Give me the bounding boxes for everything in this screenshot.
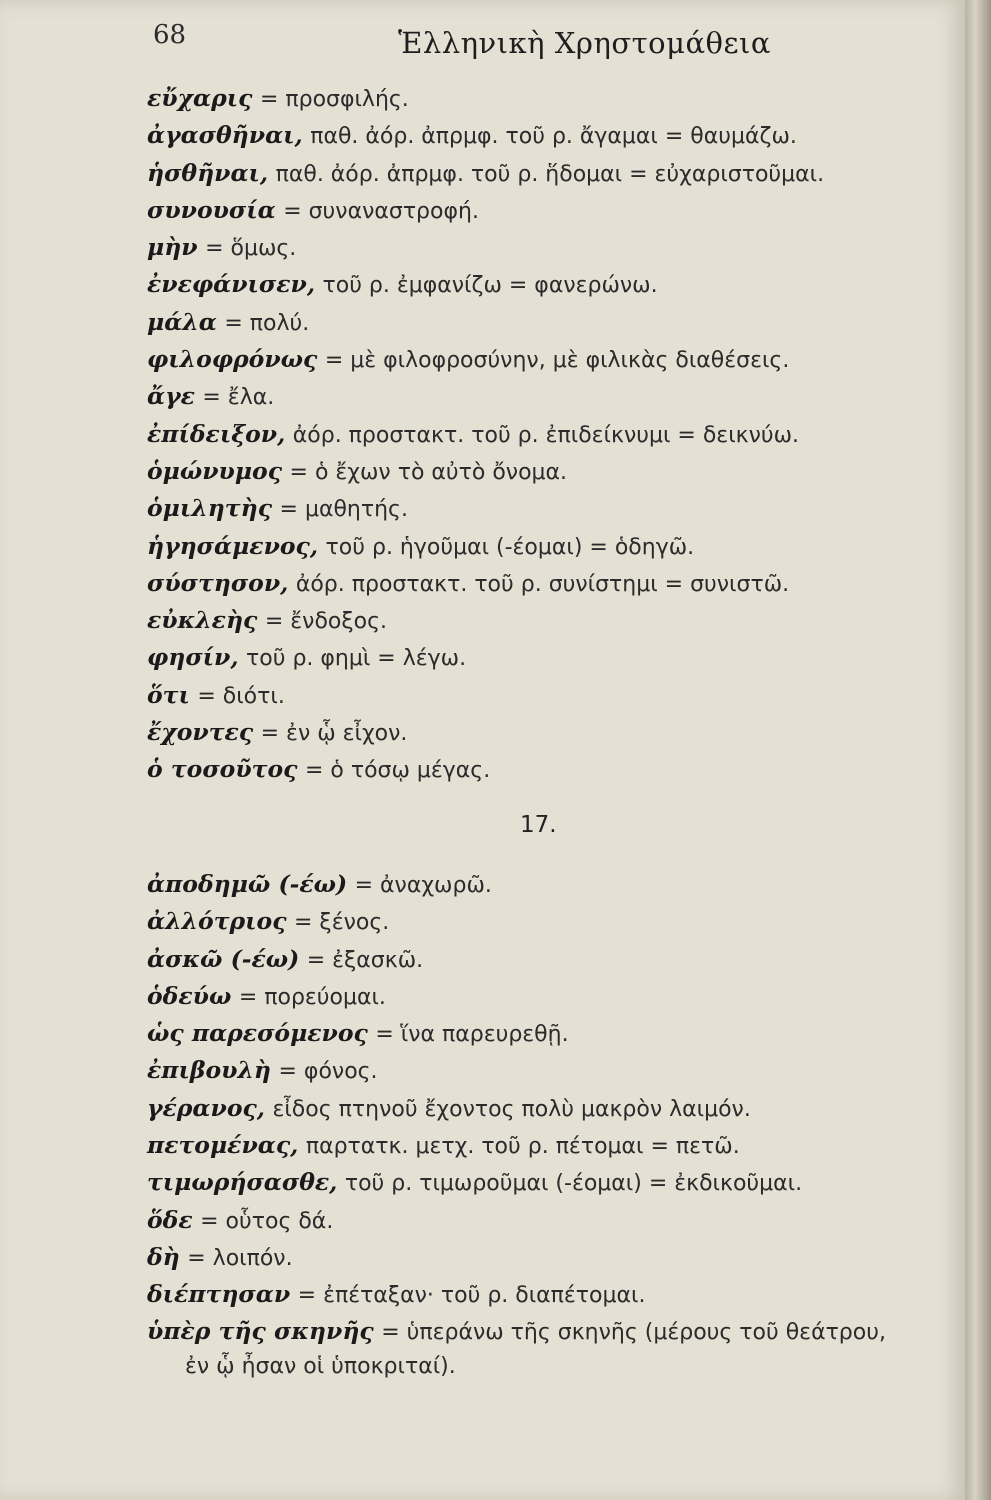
entry-definition: παρτατκ. μετχ. τοῦ ρ. πέτομαι = πετῶ.: [305, 1134, 740, 1160]
entry-definition: = ὁ τόσῳ μέγας.: [304, 758, 491, 784]
entry-definition: παθ. ἀόρ. ἀπρμφ. τοῦ ρ. ἥδομαι = εὐχαριστοῦμαι.: [275, 161, 825, 187]
entry-definition: = μὲ φιλοφροσύνην, μὲ φιλικὰς διαθέσεις.: [324, 348, 790, 374]
entry-definition: = ὅμως.: [205, 236, 297, 262]
entry-term: ἀγασθῆναι,: [147, 121, 303, 150]
entry-definition-continuation: ἐν ᾧ ἦσαν οἱ ὑποκριταί).: [185, 1353, 456, 1379]
entry-term: ὁδεύω: [147, 981, 232, 1010]
book-gutter: [965, 0, 991, 1500]
entry-term: φιλοφρόνως: [147, 345, 318, 374]
entry-term: ἐνεφάνισεν,: [147, 270, 315, 299]
glossary-entry: [147, 1052, 965, 1089]
entry-definition: = ἔνδοξος.: [264, 609, 388, 635]
glossary-entry: [147, 941, 965, 978]
entry-definition: = φόνος.: [278, 1059, 378, 1085]
entry-term: ὅτι: [147, 680, 190, 709]
entry-definition: παθ. ἀόρ. ἀπρμφ. τοῦ ρ. ἄγαμαι = θαυμάζω.: [310, 124, 797, 150]
glossary-list-1: [147, 80, 965, 789]
glossary-entry: [147, 1164, 965, 1201]
glossary-entry: [147, 978, 965, 1015]
entry-term: φησίν,: [147, 643, 239, 672]
glossary-entry: [147, 1090, 965, 1127]
entry-definition: = ἵνα παρευρεθῇ.: [375, 1022, 569, 1048]
glossary-entry: [147, 602, 965, 639]
glossary-entry: [147, 80, 965, 117]
glossary-entry: [147, 751, 965, 788]
entry-term: γέρανος,: [147, 1093, 265, 1122]
entry-definition: = οὗτος δά.: [200, 1208, 334, 1234]
glossary-entry: [147, 1015, 965, 1052]
entry-term: ἀλλότριος: [147, 907, 287, 936]
entry-term: εὔχαρις: [147, 84, 253, 112]
glossary-entry: [147, 416, 965, 453]
entry-definition: τοῦ ρ. ἐμφανίζω = φανερώνω.: [322, 273, 658, 299]
glossary-entry: [147, 1127, 965, 1164]
entry-definition: = ἔλα.: [202, 385, 275, 411]
glossary-list-2: [147, 866, 965, 1384]
entry-term: ὅδε: [147, 1205, 193, 1234]
glossary-entry: [147, 341, 965, 378]
glossary-entry: [147, 304, 965, 341]
glossary-entry: [147, 192, 965, 229]
entry-term: μὴν: [147, 233, 198, 262]
entry-definition: = ἀναχωρῶ.: [354, 873, 492, 898]
entry-term: σύστησον,: [147, 568, 289, 597]
entry-term: ὁμώνυμος: [147, 456, 283, 485]
glossary-entry: [147, 1239, 965, 1276]
entry-term: ὑπὲρ τῆς σκηνῆς: [147, 1316, 374, 1345]
glossary-entry: [147, 1276, 965, 1313]
entry-definition: = προσφιλής.: [259, 87, 409, 112]
entry-definition: τοῦ ρ. τιμωροῦμαι (-έομαι) = ἐκδικοῦμαι.: [344, 1171, 803, 1197]
glossary-entry: [147, 639, 965, 676]
glossary-entry: [147, 866, 965, 903]
entry-definition: = λοιπόν.: [187, 1245, 293, 1271]
entry-term: ἐπίδειξον,: [147, 419, 286, 448]
entry-term: δὴ: [147, 1242, 180, 1271]
glossary-entry: [147, 229, 965, 266]
entry-definition: = ὁ ἔχων τὸ αὐτὸ ὄνομα.: [289, 459, 568, 485]
glossary-entry: [147, 378, 965, 415]
glossary-entry: [147, 490, 965, 527]
page-number: 68: [153, 20, 187, 50]
entry-definition: ἀόρ. προστακτ. τοῦ ρ. ἐπιδείκνυμι = δεικνύω.: [292, 422, 800, 448]
entry-term: μάλα: [147, 307, 217, 336]
entry-definition: = πορεύομαι.: [238, 984, 386, 1010]
entry-term: ὁ τοσοῦτος: [147, 755, 298, 784]
entry-term: ὡς παρεσόμενος: [147, 1019, 368, 1048]
glossary-entry: [147, 565, 965, 602]
section-number: 17.: [520, 812, 557, 838]
entry-term: ἡγησάμενος,: [147, 531, 319, 560]
entry-term: διέπτησαν: [147, 1280, 291, 1309]
entry-term: ἄγε: [147, 382, 195, 411]
entry-term: τιμωρήσασθε,: [147, 1168, 338, 1197]
glossary-entry: [147, 903, 965, 940]
entry-term: εὐκλεὴς: [147, 606, 258, 635]
glossary-entry: [147, 117, 965, 154]
glossary-entry: [147, 1314, 965, 1384]
entry-term: ἐπιβουλὴ: [147, 1056, 272, 1085]
entry-definition: τοῦ ρ. φημὶ = λέγω.: [246, 646, 467, 672]
entry-definition: εἶδος πτηνοῦ ἔχοντος πολὺ μακρὸν λαιμόν.: [272, 1096, 751, 1122]
running-title: Ἑλληνικὴ Χρηστομάθεια: [398, 26, 771, 60]
glossary-entry: [147, 677, 965, 714]
glossary-entry: [147, 714, 965, 751]
entry-definition: = πολύ.: [224, 310, 310, 336]
entry-definition: = ξένος.: [294, 910, 390, 936]
glossary-entry: [147, 528, 965, 565]
entry-definition: = ἐξασκῶ.: [306, 947, 424, 973]
entry-definition: = ὑπεράνω τῆς σκηνῆς (μέρους τοῦ θεάτρου,: [381, 1319, 886, 1345]
glossary-entry: [147, 155, 965, 192]
glossary-entry: [147, 266, 965, 303]
entry-definition: = ἐπέταξαν· τοῦ ρ. διαπέτομαι.: [297, 1283, 646, 1309]
entry-definition: = ἐν ᾧ εἶχον.: [260, 721, 408, 747]
entry-term: ὁμιλητὴς: [147, 494, 273, 523]
entry-term: ἡσθῆναι,: [147, 158, 269, 187]
glossary-entry: [147, 1202, 965, 1239]
entry-term: ἔχοντες: [147, 718, 254, 747]
entry-term: συνουσία: [147, 195, 276, 224]
glossary-entry: [147, 453, 965, 490]
entry-definition: τοῦ ρ. ἡγοῦμαι (-έομαι) = ὁδηγῶ.: [325, 534, 695, 560]
entry-definition: = συναναστροφή.: [283, 198, 479, 224]
entry-definition: ἀόρ. προστακτ. τοῦ ρ. συνίστημι = συνιστῶ.: [295, 571, 790, 597]
entry-definition: = μαθητής.: [279, 497, 408, 523]
entry-definition: = διότι.: [197, 683, 285, 709]
entry-term: ἀσκῶ (-έω): [147, 944, 300, 973]
entry-term: ἀποδημῶ (-έω): [147, 870, 348, 898]
entry-term: πετομένας,: [147, 1131, 299, 1160]
